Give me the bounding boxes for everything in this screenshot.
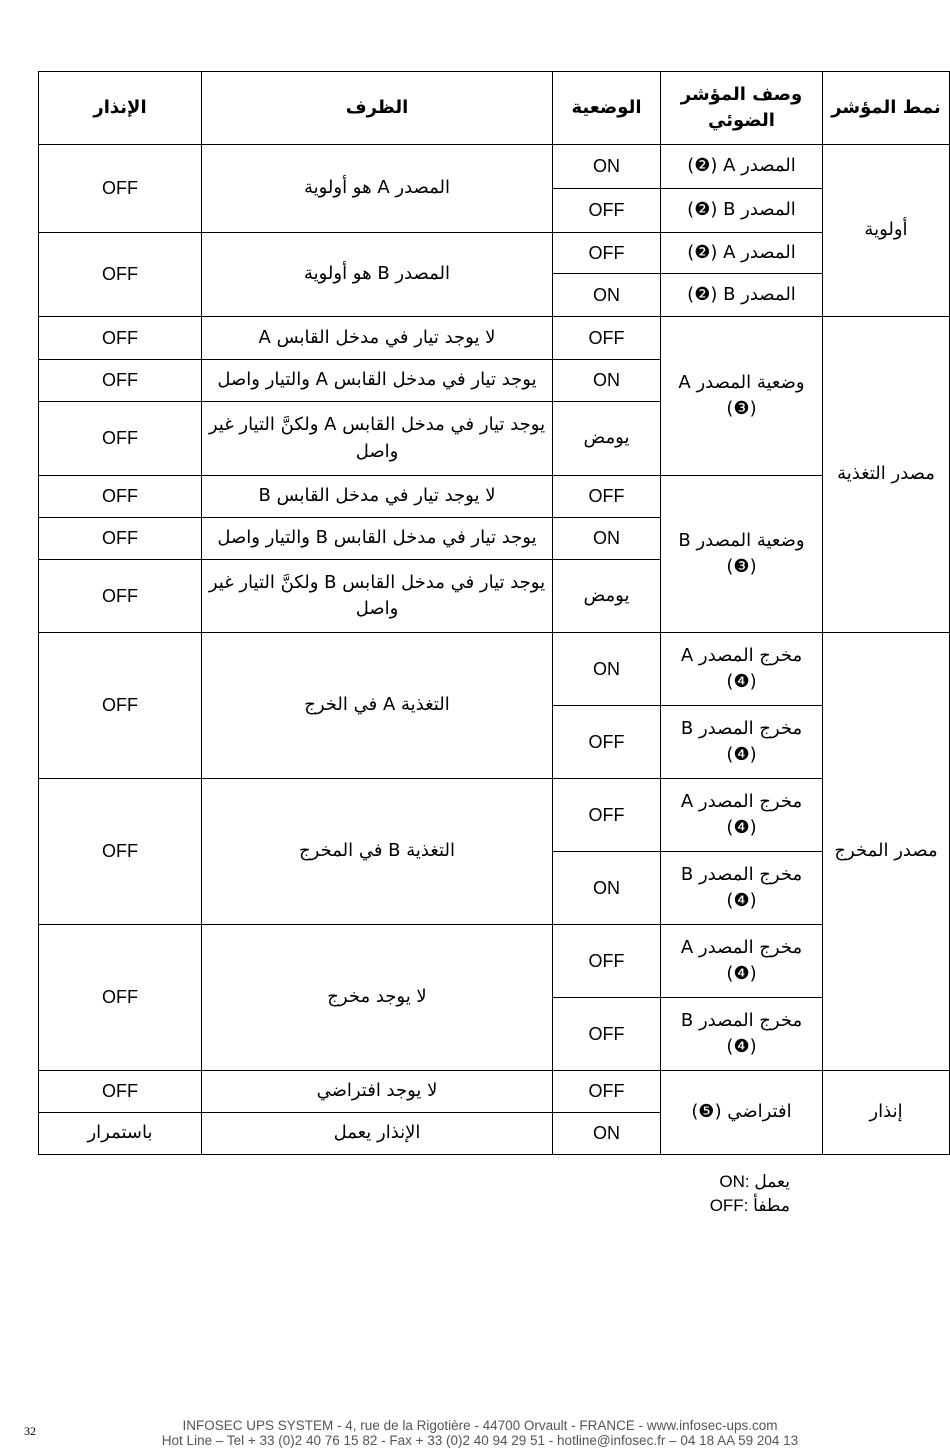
alarm-cell: باستمرار <box>39 1113 202 1155</box>
condition-cell: التغذية B في المخرج <box>202 779 553 925</box>
alarm-cell: OFF <box>39 476 202 518</box>
condition-cell: الإنذار يعمل <box>202 1113 553 1155</box>
alarm-cell: OFF <box>39 633 202 779</box>
led-cell: مخرج المصدر B (❹) <box>661 706 823 779</box>
alarm-cell: OFF <box>39 925 202 1071</box>
condition-cell: المصدر A هو أولوية <box>202 145 553 233</box>
led-indicator-table <box>38 71 950 1155</box>
legend-off: OFF: مطفأ <box>709 1196 790 1215</box>
section-output-source: مصدر المخرج <box>823 633 950 1071</box>
condition-cell: لا يوجد مخرج <box>202 925 553 1071</box>
header-condition: الظرف <box>202 72 553 145</box>
status-cell: OFF <box>553 317 661 360</box>
led-cell: مخرج المصدر B (❹) <box>661 998 823 1071</box>
led-cell: وضعية المصدر A (❸) <box>661 317 823 476</box>
status-cell: يومض <box>553 560 661 633</box>
alarm-cell: OFF <box>39 560 202 633</box>
status-cell: ON <box>553 518 661 560</box>
condition-cell: التغذية A في الخرج <box>202 633 553 779</box>
status-cell: OFF <box>553 998 661 1071</box>
alarm-cell: OFF <box>39 317 202 360</box>
alarm-cell: OFF <box>39 233 202 317</box>
alarm-cell: OFF <box>39 360 202 402</box>
footer-hotline: Hot Line – Tel + 33 (0)2 40 76 15 82 - Fax + 33 (0)2 40 94 29 51 - hotline@infosec.fr – 04 18 AA 59 204 13 <box>161 1433 799 1448</box>
status-cell: OFF <box>553 779 661 852</box>
condition-cell: يوجد تيار في مدخل القابس B والتيار واصل <box>202 518 553 560</box>
status-cell: OFF <box>553 476 661 518</box>
alarm-cell: OFF <box>39 1071 202 1113</box>
alarm-cell: OFF <box>39 145 202 233</box>
led-cell: مخرج المصدر A (❹) <box>661 925 823 998</box>
table-header-row <box>39 72 950 145</box>
status-cell: ON <box>553 274 661 317</box>
status-cell: ON <box>553 852 661 925</box>
header-alarm: الإنذار <box>39 72 202 145</box>
table-row <box>39 145 950 189</box>
table-row <box>39 1071 950 1113</box>
condition-cell: يوجد تيار في مدخل القابس A ولكنَّ التيار غير واصل <box>202 402 553 476</box>
status-cell: يومض <box>553 402 661 476</box>
table-row <box>39 476 950 518</box>
section-priority: أولوية <box>823 145 950 317</box>
header-indicator-type: نمط المؤشر <box>823 72 950 145</box>
led-cell: مخرج المصدر A (❹) <box>661 779 823 852</box>
header-led-description: وصف المؤشر الضوئي <box>661 72 823 145</box>
status-cell: ON <box>553 145 661 189</box>
alarm-cell: OFF <box>39 518 202 560</box>
led-cell: وضعية المصدر B (❸) <box>661 476 823 633</box>
led-cell: المصدر B (❷) <box>661 189 823 233</box>
led-cell: المصدر B (❷) <box>661 274 823 317</box>
status-cell: OFF <box>553 189 661 233</box>
led-cell: مخرج المصدر B (❹) <box>661 852 823 925</box>
footer <box>60 1418 900 1448</box>
status-cell: ON <box>553 633 661 706</box>
legend <box>700 1170 790 1218</box>
legend-on: ON: يعمل <box>719 1172 790 1191</box>
table-row <box>39 779 950 852</box>
table-row <box>39 317 950 360</box>
status-cell: OFF <box>553 925 661 998</box>
condition-cell: يوجد تيار في مدخل القابس A والتيار واصل <box>202 360 553 402</box>
table-row <box>39 633 950 706</box>
status-cell: OFF <box>553 233 661 274</box>
table-row <box>39 925 950 998</box>
table-row <box>39 233 950 274</box>
led-cell: افتراضي (❺) <box>661 1071 823 1155</box>
status-cell: OFF <box>553 1071 661 1113</box>
status-cell: ON <box>553 1113 661 1155</box>
led-cell: المصدر A (❷) <box>661 145 823 189</box>
led-cell: مخرج المصدر A (❹) <box>661 633 823 706</box>
alarm-cell: OFF <box>39 402 202 476</box>
header-status: الوضعية <box>553 72 661 145</box>
status-cell: OFF <box>553 706 661 779</box>
led-cell: المصدر A (❷) <box>661 233 823 274</box>
condition-cell: يوجد تيار في مدخل القابس B ولكنَّ التيار غير واصل <box>202 560 553 633</box>
section-supply-source: مصدر التغذية <box>823 317 950 633</box>
footer-address: INFOSEC UPS SYSTEM - 4, rue de la Rigotière - 44700 Orvault - FRANCE - www.infosec-ups.com <box>182 1418 778 1433</box>
status-cell: ON <box>553 360 661 402</box>
section-alarm: إنذار <box>823 1071 950 1155</box>
alarm-cell: OFF <box>39 779 202 925</box>
page-number: 32 <box>24 1424 36 1438</box>
condition-cell: لا يوجد افتراضي <box>202 1071 553 1113</box>
condition-cell: لا يوجد تيار في مدخل القابس A <box>202 317 553 360</box>
condition-cell: المصدر B هو أولوية <box>202 233 553 317</box>
condition-cell: لا يوجد تيار في مدخل القابس B <box>202 476 553 518</box>
